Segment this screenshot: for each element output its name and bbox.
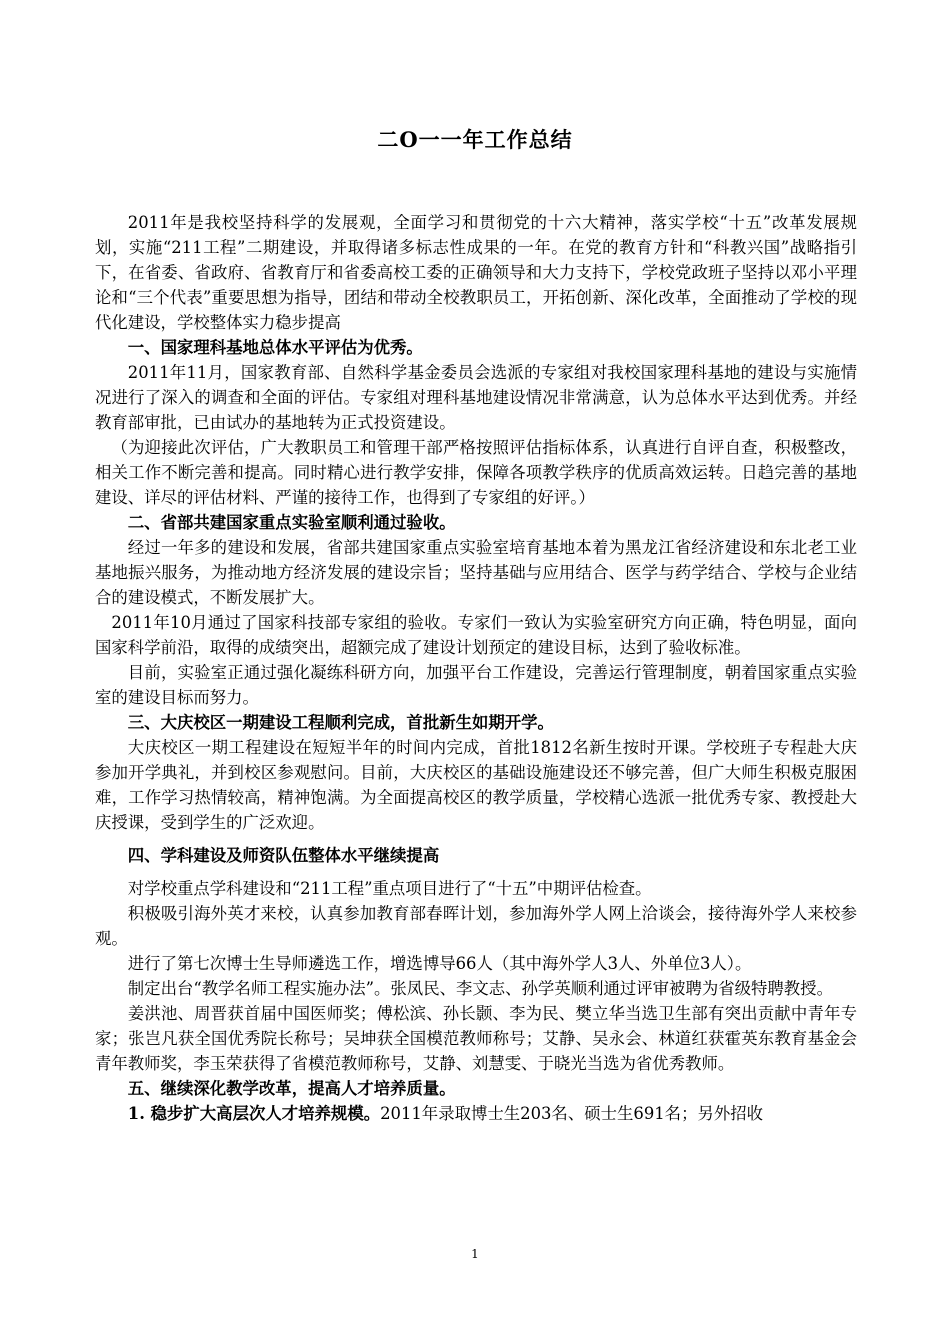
paragraph: 2011年11月，国家教育部、自然科学基金委员会选派的专家组对我校国家理科基地的建设与实施情况进行了深入的调查和全面的评估。专家组对理科基地建设情况非常满意，认为总体水平达到优秀。并经教育部审批，已由试办的基地转为正式投资建设。 [95, 363, 857, 432]
section-heading-5: 五、继续深化教学改革，提高人才培养质量。 [127, 1079, 456, 1098]
subheading-inline: 1. 稳步扩大高层次人才培养规模。 [127, 1104, 381, 1123]
intro-paragraph: 2011年是我校坚持科学的发展观，全面学习和贯彻党的十六大精神，落实学校“十五”改革发展规划，实施“211工程”二期建设，并取得诸多标志性成果的一年。在党的教育方针和“科教兴国”战略指引下，在省委、省政府、省教育厅和省委高校工委的正确领导和大力支持下，学校党政班子坚持以邓小平理论和“三个代表”重要思想为指导，团结和带动全校教职员工，开拓创新、深化改革，全面推动了学校的现代化建设，学校整体实力稳步提高 [95, 213, 857, 332]
document-body [95, 210, 857, 1126]
paragraph: 制定出台“教学名师工程实施办法”。张凤民、李文志、孙学英顺利通过评审被聘为省级特聘教授。 [127, 979, 833, 998]
paragraph: 积极吸引海外英才来校，认真参加教育部春晖计划，参加海外学人网上洽谈会，接待海外学人来校参观。 [95, 904, 857, 948]
page-title: 二O一一年工作总结 [377, 127, 573, 152]
paragraph: 对学校重点学科建设和“211工程”重点项目进行了“十五”中期评估检查。 [127, 879, 652, 898]
section-heading-2: 二、省部共建国家重点实验室顺利通过验收。 [127, 513, 456, 532]
section-heading-4: 四、学科建设及师资队伍整体水平继续提高 [127, 846, 440, 865]
paragraph: 目前，实验室正通过强化凝练科研方向，加强平台工作建设，完善运行管理制度，朝着国家重点实验室的建设目标而努力。 [95, 663, 857, 707]
paragraph: 经过一年多的建设和发展，省部共建国家重点实验室培育基地本着为黑龙江省经济建设和东北老工业基地振兴服务，为推动地方经济发展的建设宗旨；坚持基础与应用结合、医学与药学结合、学校与企业结合的建设模式，不断发展扩大。 [95, 538, 857, 607]
paragraph-text: 2011年录取博士生203名、硕士生691名；另外招收 [380, 1104, 764, 1123]
paragraph: （为迎接此次评估，广大教职员工和管理干部严格按照评估指标体系，认真进行自评自查，积极整改，相关工作不断完善和提高。同时精心进行教学安排，保障各项教学秩序的优质高效运转。日趋完善的基地建设、详尽的评估材料、严谨的接待工作，也得到了专家组的好评。） [95, 438, 857, 507]
paragraph: 2011年10月通过了国家科技部专家组的验收。专家们一致认为实验室研究方向正确，特色明显，面向国家科学前沿，取得的成绩突出，超额完成了建设计划预定的建设目标，达到了验收标准。 [95, 613, 857, 657]
paragraph: 进行了第七次博士生导师遴选工作，增选博导66人（其中海外学人3人、外单位3人）。 [127, 954, 752, 973]
page-number: 1 [471, 1247, 479, 1261]
paragraph: 姜洪池、周晋获首届中国医师奖；傅松滨、孙长颢、李为民、樊立华当选卫生部有突出贡献中青年专家；张岂凡获全国优秀院长称号；吴坤获全国模范教师称号；艾静、吴永会、林道红获霍英东教育基金会青年教师奖，李玉荣获得了省模范教师称号，艾静、刘慧雯、于晓光当选为省优秀教师。 [95, 1004, 857, 1073]
section-heading-3: 三、大庆校区一期建设工程顺利完成，首批新生如期开学。 [127, 713, 554, 732]
paragraph: 大庆校区一期工程建设在短短半年的时间内完成，首批1812名新生按时开课。学校班子专程赴大庆参加开学典礼，并到校区参观慰问。目前，大庆校区的基础设施建设还不够完善，但广大师生积极克服困难，工作学习热情较高，精神饱满。为全面提高校区的教学质量，学校精心选派一批优秀专家、教授赴大庆授课，受到学生的广泛欢迎。 [95, 738, 857, 832]
paragraph [95, 1101, 857, 1126]
section-heading-1: 一、国家理科基地总体水平评估为优秀。 [127, 338, 423, 357]
